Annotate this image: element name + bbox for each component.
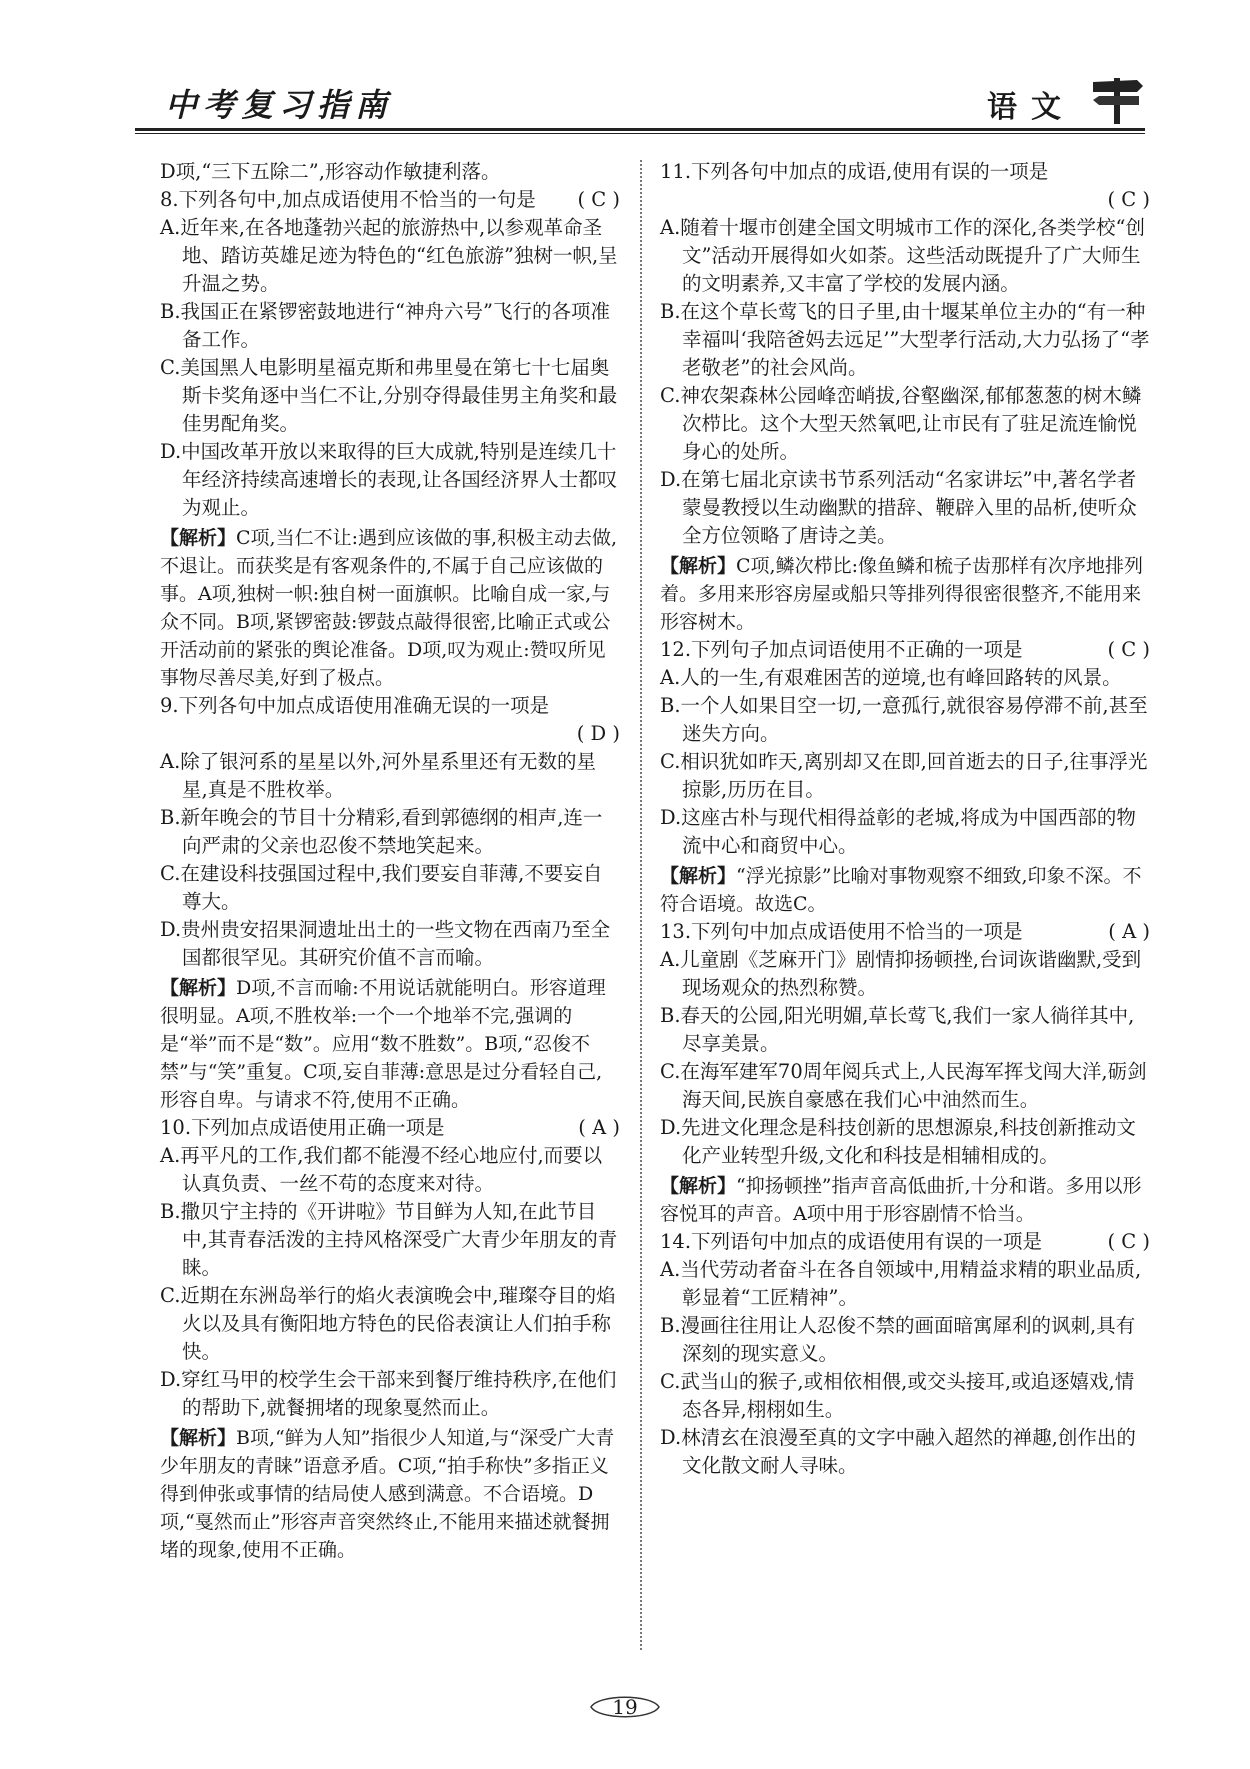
option-b: B.在这个草长莺飞的日子里,由十堰某单位主办的“有一种幸福叫‘我陪爸妈去远足’”大型孝行活动,大力弘扬了“孝老敬老”的社会风尚。 <box>660 300 1150 379</box>
option-a: A.除了银河系的星星以外,河外星系里还有无数的星星,真是不胜枚举。 <box>160 750 596 801</box>
analysis <box>160 524 620 692</box>
answer-mark: ( A ) <box>1108 920 1150 943</box>
option-c: C.神农架森林公园峰峦峭拔,谷壑幽深,郁郁葱葱的树木鳞次栉比。这个大型天然氧吧,让市民有了驻足流连愉悦身心的处所。 <box>660 384 1142 463</box>
question-stem: 9.下列各句中加点成语使用准确无误的一项是 <box>160 694 550 717</box>
option-d: D.中国改革开放以来取得的巨大成就,特别是连续几十年经济持续高速增长的表现,让各国经济界人士都叹为观止。 <box>160 440 618 519</box>
analysis-text: C项,鳞次栉比:像鱼鳞和梳子齿那样有次序地排列着。多用来形容房屋或船只等排列得很密很整齐,不能用来形容树木。 <box>660 555 1143 633</box>
column-divider <box>640 160 642 1650</box>
analysis-tag: 【解析】 <box>160 977 237 999</box>
analysis <box>660 862 1150 918</box>
option-d: D.穿红马甲的校学生会干部来到餐厅维持秩序,在他们的帮助下,就餐拥堵的现象戛然而止。 <box>160 1368 617 1419</box>
page-number <box>585 1690 665 1724</box>
analysis-tag: 【解析】 <box>660 1175 737 1197</box>
option-d: D.这座古朴与现代相得益彰的老城,将成为中国西部的物流中心和商贸中心。 <box>660 806 1136 857</box>
analysis-text: C项,当仁不让:遇到应该做的事,积极主动去做,不退让。而获奖是有客观条件的,不属于自己应该做的事。A项,独树一帜:独自树一面旗帜。比喻自成一家,与众不同。B项,紧锣密鼓:锣鼓点敲得很密,比喻正式或公开活动前的紧张的舆论准备。D项,叹为观止:赞叹所见事物尽善尽美,好到了极点。 <box>160 527 618 689</box>
question-10 <box>160 1114 620 1564</box>
analysis-tag: 【解析】 <box>660 555 737 577</box>
analysis-text: “抑扬顿挫”指声音高低曲折,十分和谐。多用以形容悦耳的声音。A项中用于形容剧情不恰当。 <box>660 1175 1142 1225</box>
option-c: C.武当山的猴子,或相依相偎,或交头接耳,或追逐嬉戏,情态各异,栩栩如生。 <box>660 1370 1135 1421</box>
question-8 <box>160 186 620 692</box>
question-14 <box>660 1228 1150 1480</box>
analysis <box>660 552 1150 636</box>
analysis-text: D项,不言而喻:不用说话就能明白。形容道理很明显。A项,不胜枚举:一个一个地举不完,强调的是“举”而不是“数”。应用“数不胜数”。B项,“忍俊不禁”与“笑”重复。C项,妄自菲薄:意思是过分看轻自己,形容自卑。与请求不符,使用不正确。 <box>160 977 606 1111</box>
analysis-tag: 【解析】 <box>660 865 737 887</box>
header-rule <box>135 128 1145 134</box>
option-b: B.新年晚会的节目十分精彩,看到郭德纲的相声,连一向严肃的父亲也忍俊不禁地笑起来。 <box>160 806 603 857</box>
option-d: D.林清玄在浪漫至真的文字中融入超然的禅趣,创作出的文化散文耐人寻味。 <box>660 1426 1136 1477</box>
page-number-text: 19 <box>612 1695 638 1719</box>
option-d: D.贵州贵安招果洞遗址出土的一些文物在西南乃至全国都很罕见。其研究价值不言而喻。 <box>160 918 611 969</box>
analysis <box>160 1424 620 1564</box>
analysis <box>160 974 620 1114</box>
question-13 <box>660 918 1150 1228</box>
subject-title: 语文 <box>987 90 1075 125</box>
option-c: C.在建设科技强国过程中,我们要妄自菲薄,不要妄自尊大。 <box>160 862 603 913</box>
analysis-tag: 【解析】 <box>160 1427 237 1449</box>
answer-mark: ( A ) <box>578 1116 620 1139</box>
question-stem: 8.下列各句中,加点成语使用不恰当的一句是 <box>160 188 536 211</box>
option-c: C.相识犹如昨天,离别却又在即,回首逝去的日子,往事浮光掠影,历历在目。 <box>660 750 1148 801</box>
option-b: B.一个人如果目空一切,一意孤行,就很容易停滞不前,甚至迷失方向。 <box>660 694 1148 745</box>
option-c: C.近期在东洲岛举行的焰火表演晚会中,璀璨夺目的焰火以及具有衡阳地方特色的民俗表演让人们拍手称快。 <box>160 1284 616 1363</box>
option-b: B.漫画往往用让人忍俊不禁的画面暗寓犀利的讽刺,具有深刻的现实意义。 <box>660 1314 1136 1365</box>
question-stem: 11.下列各句中加点的成语,使用有误的一项是 <box>660 160 1049 183</box>
question-stem: 13.下列句中加点成语使用不恰当的一项是 <box>660 920 1023 943</box>
option-c: C.美国黑人电影明星福克斯和弗里曼在第七十七届奥斯卡奖角逐中当仁不让,分别夺得最佳男主角奖和最佳男配角奖。 <box>160 356 618 435</box>
analysis-text: B项,“鲜为人知”指很少人知道,与“深受广大青少年朋友的青睐”语意矛盾。C项,“拍手称快”多指正义得到伸张或事情的结局使人感到满意。不合语境。D项,“戛然而止”形容声音突然终止,不能用来描述就餐拥堵的现象,使用不正确。 <box>160 1427 615 1561</box>
option-a: A.近年来,在各地蓬勃兴起的旅游热中,以参观革命圣地、踏访英雄足迹为特色的“红色旅游”独树一帜,呈升温之势。 <box>160 216 618 295</box>
signpost-icon <box>1089 72 1145 124</box>
analysis-tag: 【解析】 <box>160 527 237 549</box>
analysis-text: “浮光掠影”比喻对事物观察不细致,印象不深。不符合语境。故选C。 <box>660 865 1142 915</box>
book-title: 中考复习指南 <box>165 86 394 124</box>
answer-mark: ( D ) <box>576 722 620 745</box>
question-11 <box>660 158 1150 636</box>
option-b: B.撒贝宁主持的《开讲啦》节目鲜为人知,在此节目中,其青春活泼的主持风格深受广大青少年朋友的青睐。 <box>160 1200 618 1279</box>
question-12 <box>660 636 1150 918</box>
question-stem: 14.下列语句中加点的成语使用有误的一项是 <box>660 1230 1043 1253</box>
answer-mark: ( C ) <box>577 188 620 211</box>
analysis <box>660 1172 1150 1228</box>
option-d: D.先进文化理念是科技创新的思想源泉,科技创新推动文化产业转型升级,文化和科技是相辅相成的。 <box>660 1116 1136 1167</box>
carryover-text: D项,“三下五除二”,形容动作敏捷利落。 <box>160 160 501 183</box>
right-column <box>660 158 1150 1480</box>
option-b: B.春天的公园,阳光明媚,草长莺飞,我们一家人徜徉其中,尽享美景。 <box>660 1004 1135 1055</box>
question-stem: 12.下列句子加点词语使用不正确的一项是 <box>660 638 1023 661</box>
option-a: A.当代劳动者奋斗在各自领域中,用精益求精的职业品质,彰显着“工匠精神”。 <box>660 1258 1142 1309</box>
option-a: A.人的一生,有艰难困苦的逆境,也有峰回路转的风景。 <box>660 666 1122 689</box>
option-d: D.在第七届北京读书节系列活动“名家讲坛”中,著名学者蒙曼教授以生动幽默的措辞、鞭辟入里的品析,使听众全方位领略了唐诗之美。 <box>660 468 1137 547</box>
page-header <box>135 70 1145 126</box>
option-c: C.在海军建军70周年阅兵式上,人民海军挥戈闯大洋,砺剑海天间,民族自豪感在我们心中油然而生。 <box>660 1060 1147 1111</box>
left-column <box>160 158 620 1564</box>
option-a: A.儿童剧《芝麻开门》剧情抑扬顿挫,台词诙谐幽默,受到现场观众的热烈称赞。 <box>660 948 1142 999</box>
question-stem: 10.下列加点成语使用正确一项是 <box>160 1116 445 1139</box>
answer-mark: ( C ) <box>1107 638 1150 661</box>
option-a: A.随着十堰市创建全国文明城市工作的深化,各类学校“创文”活动开展得如火如荼。这些活动既提升了广大师生的文明素养,又丰富了学校的发展内涵。 <box>660 216 1145 295</box>
answer-mark: ( C ) <box>1107 188 1150 211</box>
option-b: B.我国正在紧锣密鼓地进行“神舟六号”飞行的各项准备工作。 <box>160 300 610 351</box>
question-9 <box>160 692 620 1114</box>
answer-mark: ( C ) <box>1107 1230 1150 1253</box>
option-a: A.再平凡的工作,我们都不能漫不经心地应付,而要以认真负责、一丝不苟的态度来对待。 <box>160 1144 603 1195</box>
